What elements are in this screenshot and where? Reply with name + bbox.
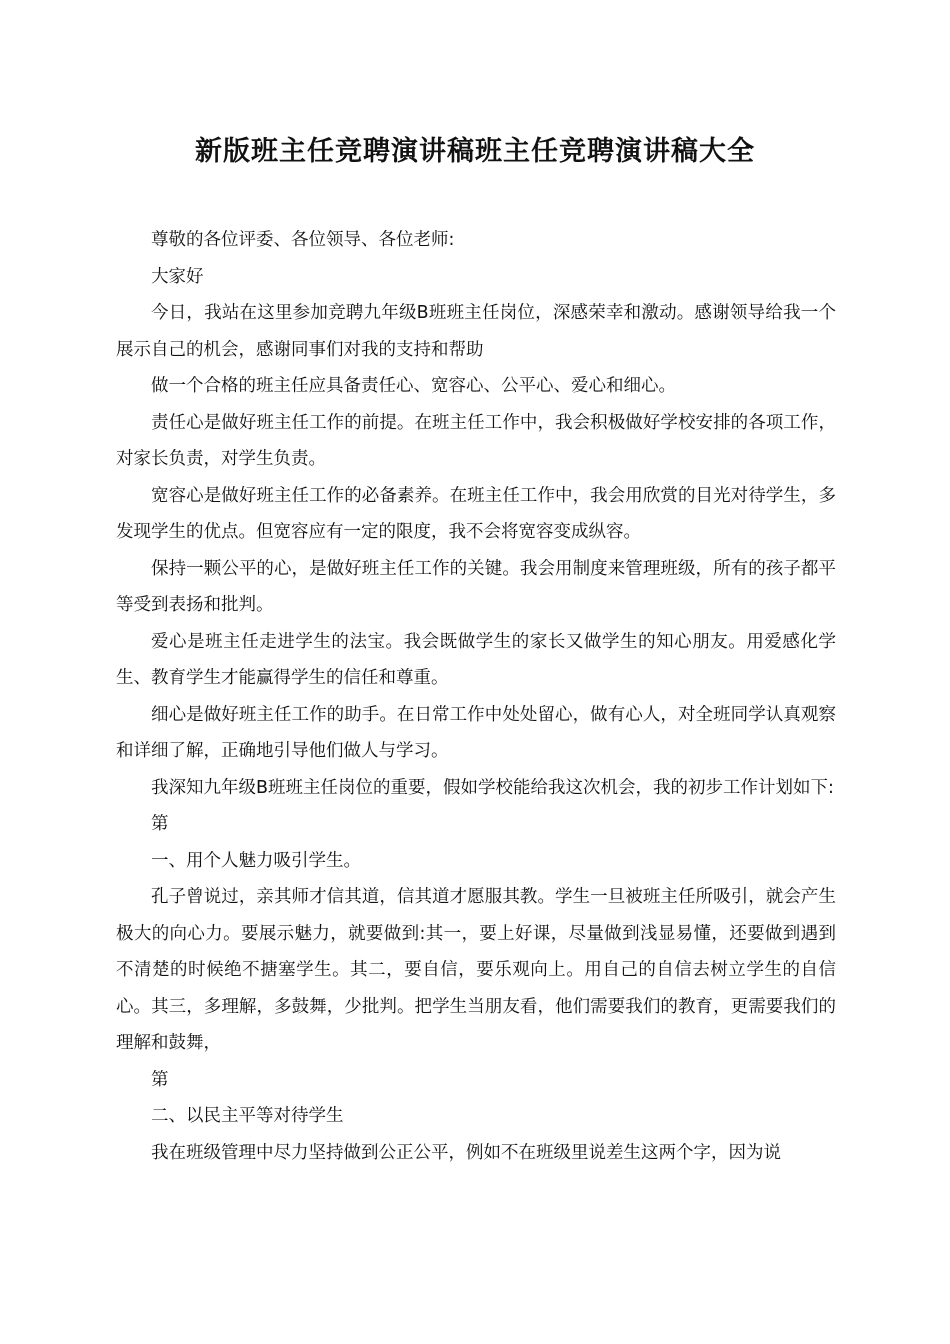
section-marker: 第 — [151, 814, 169, 834]
paragraph: 我在班级管理中尽力坚持做到公正公平，例如不在班级里说差生这两个字，因为说 — [151, 1142, 781, 1163]
greeting: 大家好 — [151, 266, 204, 287]
paragraph: 做一个合格的班主任应具备责任心、宽容心、公平心、爱心和细心。 — [151, 376, 676, 396]
paragraph: 保持一颗公平的心，是做好班主任工作的关键。我会用制度来管理班级，所有的孩子都平等受到表扬和批判。 — [116, 558, 836, 615]
document-title: 新版班主任竞聘演讲稿班主任竞聘演讲稿大全 — [195, 136, 755, 167]
paragraph: 孔子曾说过，亲其师才信其道，信其道才愿服其教。学生一旦被班主任所吸引，就会产生极大的向心力。要展示魅力，就要做到:其一，要上好课，尽量做到浅显易懂，还要做到遇到不清楚的时候绝不搪塞学生。其二，要自信，要乐观向上。用自己的自信去树立学生的自信心。其三，多理解，多鼓舞，少批判。把学生当朋友看，他们需要我们的教育，更需要我们的理解和鼓舞， — [116, 887, 836, 1053]
paragraph: 责任心是做好班主任工作的前提。在班主任工作中，我会积极做好学校安排的各项工作，对家长负责，对学生负责。 — [116, 412, 836, 469]
section-heading: 二、以民主平等对待学生 — [151, 1106, 344, 1126]
salutation: 尊敬的各位评委、各位领导、各位老师: — [151, 230, 455, 250]
paragraph: 爱心是班主任走进学生的法宝。我会既做学生的家长又做学生的知心朋友。用爱感化学生、教育学生才能赢得学生的信任和尊重。 — [116, 631, 836, 688]
paragraph: 今日，我站在这里参加竞聘九年级B班班主任岗位，深感荣幸和激动。感谢领导给我一个展示自己的机会，感谢同事们对我的支持和帮助 — [116, 303, 836, 360]
section-heading: 一、用个人魅力吸引学生。 — [151, 850, 361, 871]
paragraph: 我深知九年级B班班主任岗位的重要，假如学校能给我这次机会，我的初步工作计划如下: — [151, 777, 834, 798]
paragraph: 细心是做好班主任工作的助手。在日常工作中处处留心，做有心人，对全班同学认真观察和详细了解，正确地引导他们做人与学习。 — [116, 704, 836, 761]
paragraph: 宽容心是做好班主任工作的必备素养。在班主任工作中，我会用欣赏的目光对待学生，多发现学生的优点。但宽容应有一定的限度，我不会将宽容变成纵容。 — [116, 485, 836, 542]
document-body — [116, 222, 836, 1171]
section-marker: 第 — [151, 1069, 169, 1090]
